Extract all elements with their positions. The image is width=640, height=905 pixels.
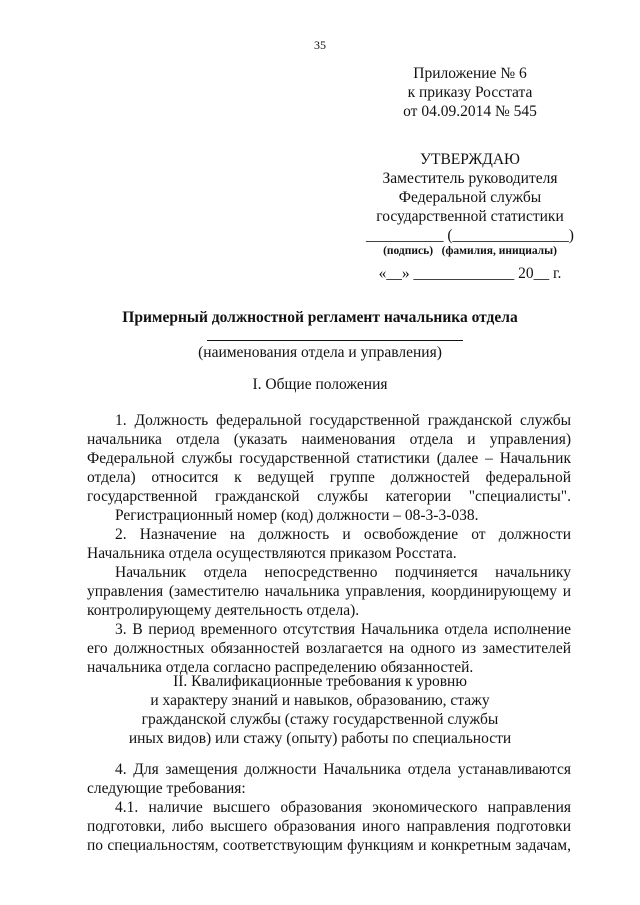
approval-block: [345, 150, 595, 283]
paragraph-2: 2. Назначение на должность и освобождение от должности Начальника отдела осуществляются приказом Росстата.: [87, 526, 571, 562]
signature-line: __________ (_______________): [366, 227, 574, 244]
section-2-title-line-1: II. Квалификационные требования к уровню: [173, 673, 467, 690]
paragraph-3: 3. В период временного отсутствия Начальника отдела исполнение его должностных обязанностей возлагается на одного из заместителей начальника отдела согласно распределению обязанностей.: [87, 621, 571, 676]
approval-line-1: Заместитель руководителя: [382, 170, 558, 187]
signature-caption: (подпись) (фамилия, инициалы): [383, 245, 557, 257]
paragraph-subordination: Начальник отдела непосредственно подчиняется начальнику управления (заместителю начальника управления, координирующему и контролирующему деятельность отдела).: [87, 564, 571, 619]
page-number: 35: [314, 38, 326, 52]
paragraph-4: 4. Для замещения должности Начальника отдела устанавливаются следующие требования:: [87, 761, 571, 797]
appendix-line-1: Приложение № 6: [413, 65, 527, 82]
section-2-title-line-4: иных видов) или стажу (опыту) работы по специальности: [128, 730, 512, 747]
section-2-body: [87, 760, 571, 855]
appendix-line-2: к приказу Росстата: [407, 84, 533, 101]
approval-line-2: Федеральной службы: [398, 189, 542, 206]
appendix-line-3: от 04.09.2014 № 545: [403, 103, 537, 120]
paragraph-registration: Регистрационный номер (код) должности – 08-3-3-038.: [115, 507, 479, 524]
paragraph-1: 1. Должность федеральной государственной гражданской службы начальника отдела (указать наименования отдела и управления) Федеральной службы государственной статистики (далее – Начальник отдела) относится к ведущей группе должностей федеральной государственной гражданской службы категории "специалисты".: [87, 412, 571, 505]
section-1-body: [87, 411, 571, 677]
approval-heading: УТВЕРЖДАЮ: [420, 151, 520, 168]
paragraph-4-1: 4.1. наличие высшего образования экономического направления подготовки, либо высшего образования иного направления подготовки по специальностям, соответствующим функциям и конкретным задачам,: [87, 799, 571, 854]
section-2-title: [60, 672, 580, 748]
document-title: Примерный должностной регламент начальника отдела: [122, 309, 518, 326]
date-line: «__» _____________ 20__ г.: [378, 265, 562, 282]
department-blank-line: [207, 340, 463, 341]
section-2-title-line-3: гражданской службы (стажу государственной службы: [141, 711, 499, 728]
approval-line-3: государственной статистики: [376, 208, 564, 225]
appendix-block: [380, 64, 560, 121]
section-1-title: I. Общие положения: [252, 376, 388, 393]
department-caption: (наименования отдела и управления): [198, 344, 442, 361]
section-2-title-line-2: и характеру знаний и навыков, образованию, стажу: [150, 692, 490, 709]
